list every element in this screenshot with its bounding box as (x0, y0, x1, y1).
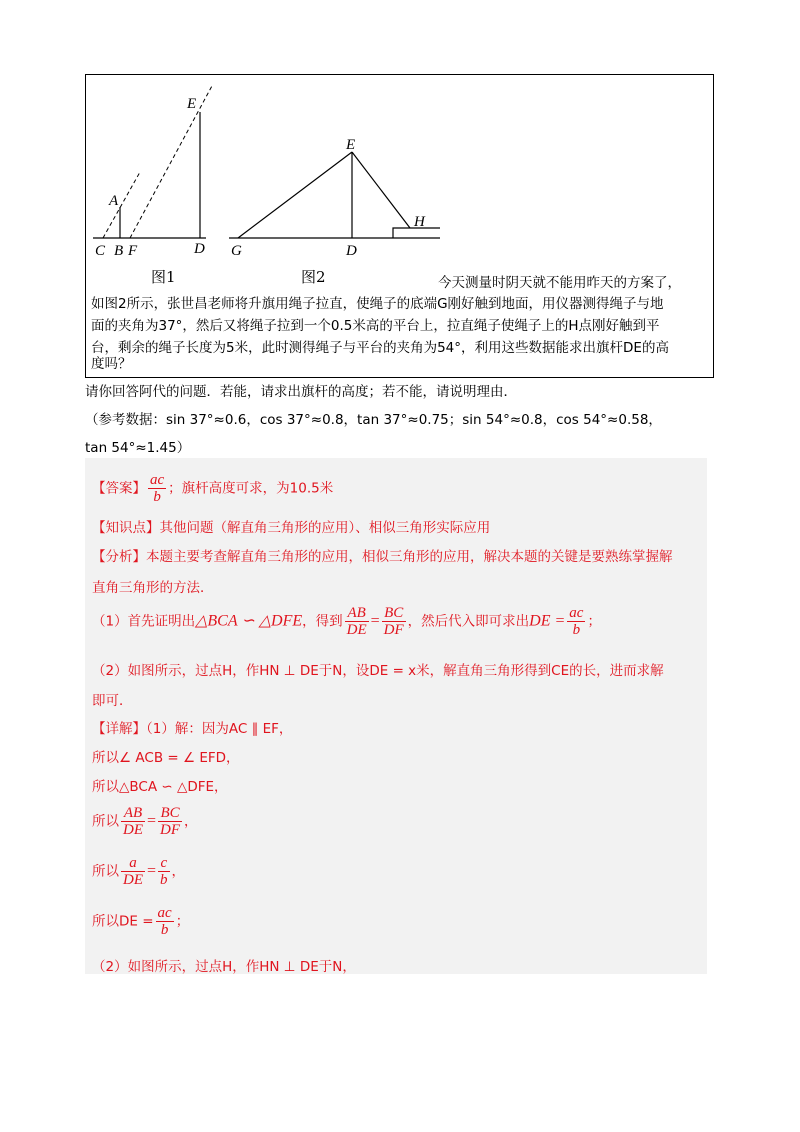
knowledge-tag: 【知识点】 (92, 520, 160, 536)
reference-data-line1: （参考数据：sin 37°≈0.6，cos 37°≈0.8，tan 37°≈0.75；sin 54°≈0.8，cos 54°≈0.58， (85, 412, 662, 428)
detail-tag: 【详解】 (92, 721, 146, 737)
analysis-line2: 直角三角形的方法． (92, 580, 214, 596)
reference-data-line2: tan 54°≈1.45） (85, 440, 191, 456)
fig2-caption: 图2 (301, 268, 326, 286)
fig1-caption: 图1 (151, 268, 176, 286)
geometry-figures (0, 0, 800, 300)
detail-line5: 所以 $\frac{a}{DE}$ = $\frac{c}{b}$ ， (92, 855, 186, 888)
answer-row (92, 472, 333, 505)
answer-text: ；旗杆高度可求，为10.5米 (168, 480, 334, 497)
analysis-tag: 【分析】 (92, 549, 146, 565)
problem-text-line2: 面的夹角为37°，然后又将绳子拉到一个0.5米高的平台上，拉直绳子使绳子上的H点刚好触到平 (91, 318, 660, 334)
fig1-label-d: D (194, 241, 205, 257)
fig1-label-a: A (109, 193, 119, 209)
problem-text-line0: 今天测量时阴天就不能用昨天的方案了， (438, 275, 681, 291)
fig2-label-h: H (414, 214, 425, 230)
detail-line4: 所以 $\frac{AB}{DE}$ = $\frac{BC}{DF}$ ， (92, 805, 198, 838)
fig1-label-c: C (95, 243, 106, 259)
analysis-step2-line2: 即可． (92, 693, 133, 709)
detail-line1: 【详解】（1）解：因为AC ∥ EF， (92, 721, 293, 737)
knowledge-text: 其他问题（解直角三角形的应用）、相似三角形实际应用 (159, 520, 491, 536)
detail-line6: 所以DE = $\frac{ac}{b}$ ； (92, 905, 190, 938)
answer-fraction: $\frac{ac}{b}$ (150, 472, 165, 505)
knowledge-row (92, 516, 490, 536)
problem-text-line4: 度吗？ (91, 356, 132, 372)
problem-text-line1: 如图2所示，张世昌老师将升旗用绳子拉直，使绳子的底端G刚好触到地面，用仪器测得绳子与地 (91, 296, 664, 312)
answer-tag: 【答案】 (92, 480, 146, 497)
fig1-label-f: F (128, 243, 138, 259)
analysis-line1: 【分析】本题主要考查解直角三角形的应用，相似三角形的应用，解决本题的关键是要熟练掌握解 (92, 549, 673, 565)
fig1-label-b: B (114, 243, 124, 259)
fig2-label-g: G (231, 243, 242, 259)
fig2-rope-ge (238, 152, 352, 238)
detail-line7: （2）如图所示，过点H，作HN ⊥ DE于N， (92, 959, 356, 975)
detail-line3: 所以△BCA ∽ △DFE， (92, 779, 228, 795)
analysis-step2-line1: （2）如图所示，过点H，作HN ⊥ DE于N，设DE = x米，解直角三角形得到CE的长，进而求解 (92, 663, 664, 679)
question-line: 请你回答阿代的问题．若能，请求出旗杆的高度；若不能，请说明理由． (85, 384, 517, 400)
problem-text-line3: 台，剩余的绳子长度为5米，此时测得绳子与平台的夹角为54°，利用这些数据能求出旗杆DE的高 (91, 340, 669, 356)
fig2-rope-eh (352, 152, 410, 228)
fig2-label-d: D (346, 243, 357, 259)
fig2-label-e: E (346, 137, 356, 153)
fig1-label-e: E (187, 96, 197, 112)
analysis-step1: （1）首先证明出△BCA ∽ △DFE，得到 $\frac{AB}{DE}$ = $\frac{BC}{DF}$ ，然后代入即可求出DE = $\frac{ac}{b}$ ； (92, 605, 601, 638)
detail-line2: 所以∠ ACB = ∠ EFD， (92, 750, 240, 766)
